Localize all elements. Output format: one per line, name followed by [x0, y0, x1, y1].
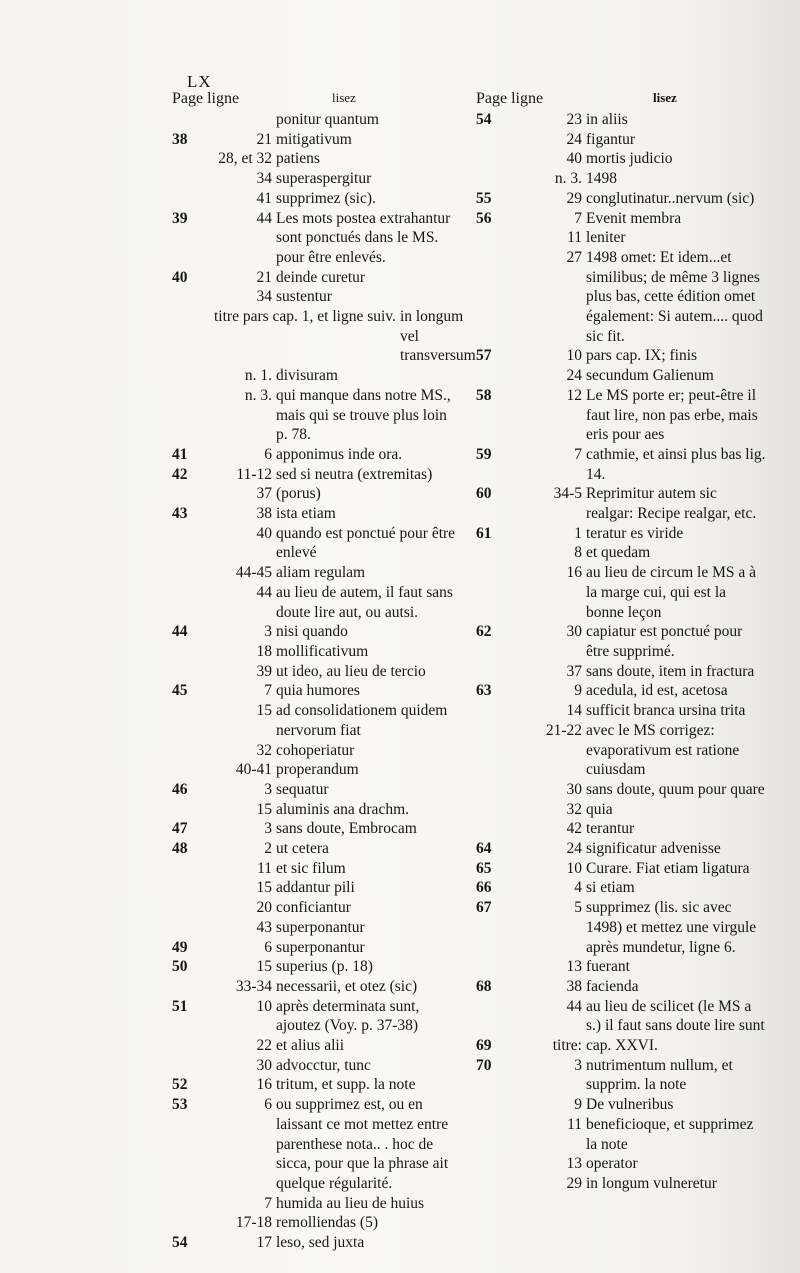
entry-line-number: 15: [256, 958, 272, 976]
entry-line-number: 9: [574, 1096, 582, 1114]
errata-entry: [476, 445, 766, 484]
entry-line-number: 24: [566, 130, 582, 148]
errata-entry: [172, 622, 457, 642]
errata-entry: [172, 1036, 457, 1056]
entry-correction-text: ut cetera: [276, 840, 329, 858]
errata-entry: [476, 859, 766, 879]
entry-page-number: 45: [172, 682, 188, 700]
entry-correction-text: mollificativum: [276, 642, 369, 660]
errata-entry: [476, 662, 766, 682]
entry-correction-text: cap. XXVI.: [586, 1037, 658, 1055]
entry-correction-text: leso, sed juxta: [276, 1234, 365, 1252]
entry-correction-text: addantur pili: [276, 879, 355, 897]
entry-correction-text: ad consolidationem quidem nervorum fiat: [276, 702, 448, 739]
entry-line-number: 33-34: [235, 977, 272, 995]
entry-line-number: 6: [264, 445, 272, 463]
entry-line-number: 44-45: [235, 564, 272, 582]
entry-line-number: 17: [256, 1234, 272, 1252]
header-page-line: Page ligne: [476, 90, 544, 107]
entry-page-number: 62: [476, 623, 492, 641]
entry-line-number: 29: [566, 1174, 582, 1192]
entry-page-number: 69: [476, 1037, 492, 1055]
errata-entry: [476, 524, 766, 544]
entry-correction-text: au lieu de autem, il faut sans doute lire aut, ou autsi.: [276, 583, 453, 621]
entry-line-number: 16: [256, 1076, 272, 1094]
entry-correction-text: au lieu de scilicet (le MS a s.) il faut sans doute lire sunt: [586, 997, 765, 1035]
entry-correction-text: conficiantur: [276, 899, 351, 917]
entry-line-number: 44: [256, 209, 272, 227]
entry-correction-text: 1498 omet: Et idem...et similibus; de même 3 lignes plus bas, cette édition omet également: Si autem.... quod sic fit.: [586, 248, 763, 345]
entry-correction-text: sequatur: [276, 780, 329, 798]
errata-entry: [172, 169, 457, 189]
entry-line-number: 37: [256, 485, 272, 503]
header-page-line: Page ligne: [172, 90, 240, 107]
entry-line-number: 42: [566, 820, 582, 838]
entry-line-number: 13: [566, 1155, 582, 1173]
errata-entry: [476, 721, 766, 780]
errata-entry: [172, 268, 457, 288]
entry-correction-text: et alius alii: [276, 1037, 345, 1055]
errata-entry: [476, 681, 766, 701]
entry-correction-text: conglutinatur..nervum (sic): [586, 189, 755, 207]
entry-page-number: 57: [476, 347, 492, 365]
entry-line-number: 10: [256, 997, 272, 1015]
entry-line-number: 32: [566, 800, 582, 818]
entry-line-number: 17-18: [235, 1214, 272, 1232]
errata-entry: [476, 563, 766, 622]
entry-correction-text: terantur: [586, 820, 635, 838]
header-read: lisez: [332, 90, 356, 105]
column-header: [172, 90, 457, 110]
errata-entry: [172, 997, 457, 1036]
entry-line-number: 9: [574, 682, 582, 700]
entry-line-number: 10: [566, 347, 582, 365]
errata-entry: [172, 445, 457, 465]
entry-line-number: 6: [264, 938, 272, 956]
entry-correction-text: De vulneribus: [586, 1096, 674, 1114]
entry-line-number: 40: [566, 150, 582, 168]
entry-line-number: 23: [566, 111, 582, 128]
entry-correction-text: mortis judicio: [586, 150, 673, 168]
entry-correction-text: in aliis: [586, 111, 628, 128]
entry-line-number: 34-5: [553, 485, 582, 503]
entry-line-number: 3: [264, 780, 272, 798]
page-number: LX: [187, 72, 212, 91]
entry-line-number: 11-12: [236, 465, 272, 483]
entry-line-number: 11: [567, 229, 582, 247]
entry-correction-text: properandum: [276, 761, 359, 779]
entry-line-number: titre pars cap. 1, et ligne suiv.: [214, 308, 396, 326]
entry-line-number: 14: [566, 702, 582, 720]
entry-correction-text: quando est ponctué pour être enlevé: [276, 524, 456, 562]
entry-line-number: 7: [264, 1194, 272, 1212]
errata-entry: [172, 1233, 457, 1253]
errata-entry: [172, 1075, 457, 1095]
errata-entry: [172, 819, 457, 839]
errata-entry: [172, 741, 457, 761]
errata-entry: [476, 839, 766, 859]
entries-left: [172, 110, 476, 1253]
errata-entry: [172, 1095, 457, 1194]
entry-line-number: 12: [566, 386, 582, 404]
entry-line-number: 18: [256, 642, 272, 660]
entry-correction-text: Curare. Fiat etiam ligatura: [586, 859, 750, 877]
errata-entry: [476, 1056, 766, 1095]
errata-entry: [172, 898, 457, 918]
errata-entry: [476, 149, 766, 169]
errata-column-right: [476, 90, 766, 1194]
entry-line-number: 32: [256, 741, 272, 759]
entry-line-number: 15: [256, 800, 272, 818]
entry-correction-text: 1498: [586, 170, 617, 188]
entry-page-number: 56: [476, 209, 492, 227]
entry-correction-text: sans doute, quum pour quare: [586, 780, 765, 798]
entry-correction-text: mitigativum: [276, 130, 352, 148]
errata-entry: [172, 386, 457, 445]
entry-correction-text: Evenit membra: [586, 209, 682, 227]
entry-correction-text: operator: [586, 1155, 638, 1173]
entry-correction-text: aliam regulam: [276, 564, 366, 582]
errata-entry: [172, 189, 457, 209]
entry-page-number: 48: [172, 840, 188, 858]
entry-correction-text: superponantur: [276, 938, 365, 956]
entry-correction-text: quia: [586, 800, 613, 818]
entry-correction-text: necessarii, et otez (sic): [276, 977, 418, 995]
entry-line-number: 38: [566, 977, 582, 995]
errata-entry: [476, 977, 766, 997]
errata-entry: [172, 839, 457, 859]
entry-correction-text: et sic filum: [276, 859, 346, 877]
errata-entry: [172, 780, 457, 800]
errata-entry: [172, 110, 457, 130]
entry-line-number: 1: [574, 524, 582, 542]
entry-line-number: 44: [566, 997, 582, 1015]
errata-entry: [172, 681, 457, 701]
entry-correction-text: remolliendas (5): [276, 1214, 379, 1232]
entry-correction-text: (porus): [276, 485, 321, 503]
entry-page-number: 59: [476, 445, 492, 463]
errata-entry: [476, 878, 766, 898]
errata-entry: [172, 859, 457, 879]
entry-line-number: 7: [574, 209, 582, 227]
entry-page-number: 68: [476, 977, 492, 995]
entry-correction-text: facienda: [586, 977, 639, 995]
entry-correction-text: Le MS porte er; peut-être il faut lire, non pas erbe, mais eris pour aes: [586, 386, 758, 444]
errata-entry: [172, 524, 457, 563]
entry-line-number: 15: [256, 879, 272, 897]
errata-entry: [172, 938, 457, 958]
entry-correction-text: deinde curetur: [276, 268, 366, 286]
entry-correction-text: capiatur est ponctué pour être supprimé.: [586, 623, 743, 660]
entry-page-number: 55: [476, 189, 492, 207]
entry-line-number: 16: [566, 564, 582, 582]
entry-correction-text: ut ideo, au lieu de tercio: [276, 662, 426, 680]
errata-entry: [476, 366, 766, 386]
entry-correction-text: au lieu de circum le MS a à la marge cui, qui est la bonne leçon: [586, 564, 757, 621]
entry-line-number: 20: [256, 899, 272, 917]
entry-correction-text: si etiam: [586, 879, 635, 897]
entry-page-number: 41: [172, 445, 188, 463]
errata-entry: [476, 1036, 766, 1056]
errata-entry: [476, 622, 766, 661]
entry-correction-text: apponimus inde ora.: [276, 445, 403, 463]
errata-entry: [172, 918, 457, 938]
errata-entry: [476, 1154, 766, 1174]
errata-entry: [476, 169, 766, 189]
errata-entry: [172, 209, 457, 268]
entry-correction-text: advocctur, tunc: [276, 1056, 371, 1074]
entry-page-number: 61: [476, 524, 492, 542]
errata-entry: [476, 997, 766, 1036]
entry-line-number: 43: [256, 918, 272, 936]
entry-line-number: 24: [566, 367, 582, 385]
entry-line-number: 44: [256, 583, 272, 601]
entry-page-number: 58: [476, 386, 492, 404]
errata-entry: [476, 189, 766, 209]
entry-correction-text: figantur: [586, 130, 636, 148]
entry-page-number: 66: [476, 879, 492, 897]
errata-entry: [172, 1194, 457, 1214]
errata-entry: [476, 957, 766, 977]
entry-line-number: 6: [264, 1096, 272, 1114]
entry-line-number: 11: [257, 859, 272, 877]
entry-page-number: 65: [476, 859, 492, 877]
entry-correction-text: ou supprimez est, ou en laissant ce mot mettez entre parenthese nota.. . hoc de sicca, pour que la phrase ait quelque régularité.: [276, 1096, 449, 1192]
entry-line-number: 28, et 32: [218, 150, 272, 168]
errata-entry: [172, 287, 457, 307]
entry-line-number: n. 3.: [554, 170, 582, 188]
errata-entry: [172, 583, 457, 622]
entry-line-number: 34: [256, 170, 272, 188]
errata-entry: [476, 1174, 766, 1194]
entry-line-number: 3: [264, 820, 272, 838]
entry-page-number: 42: [172, 465, 188, 483]
entry-correction-text: beneficioque, et supprimez la note: [586, 1115, 754, 1153]
errata-entry: [172, 1213, 457, 1233]
entry-line-number: 22: [256, 1037, 272, 1055]
entry-line-number: titre:: [552, 1037, 582, 1055]
errata-entry: [172, 484, 457, 504]
entry-line-number: 39: [256, 662, 272, 680]
errata-entry: [476, 130, 766, 150]
entry-correction-text: superaspergitur: [276, 170, 372, 188]
entries-right: [476, 110, 766, 1194]
entry-page-number: 40: [172, 268, 188, 286]
entry-correction-text: sed si neutra (extremitas): [276, 465, 433, 483]
entry-correction-text: humida au lieu de huius: [276, 1194, 425, 1212]
entry-correction-text: ponitur quantum: [276, 111, 379, 128]
entry-line-number: 30: [566, 780, 582, 798]
entry-page-number: 54: [172, 1234, 188, 1252]
entry-page-number: 60: [476, 485, 492, 503]
entry-correction-text: in longum vel transversum: [399, 308, 476, 365]
errata-entry: [476, 1095, 766, 1115]
entry-page-number: 50: [172, 958, 188, 976]
entry-page-number: 39: [172, 209, 188, 227]
entry-correction-text: acedula, id est, acetosa: [586, 682, 728, 700]
errata-entry: [476, 800, 766, 820]
entry-correction-text: superponantur: [276, 918, 365, 936]
entry-line-number: 29: [566, 189, 582, 207]
entry-line-number: 11: [567, 1115, 582, 1133]
header-read: lisez: [653, 90, 677, 105]
entry-line-number: 8: [574, 544, 582, 562]
entry-correction-text: supprimez (sic).: [276, 189, 376, 207]
column-header: [476, 90, 766, 110]
errata-entry: [476, 543, 766, 563]
entry-line-number: 40-41: [235, 761, 272, 779]
entry-correction-text: fuerant: [586, 958, 630, 976]
entry-line-number: 40: [256, 524, 272, 542]
errata-entry: [172, 878, 457, 898]
entry-correction-text: patiens: [276, 150, 320, 168]
errata-entry: [476, 346, 766, 366]
errata-entry: [172, 130, 457, 150]
errata-entry: [172, 307, 476, 366]
entry-correction-text: pars cap. IX; finis: [586, 347, 698, 365]
errata-entry: [172, 642, 457, 662]
entry-page-number: 67: [476, 899, 492, 917]
errata-entry: [172, 701, 457, 740]
entry-line-number: 37: [566, 662, 582, 680]
entry-line-number: 7: [574, 445, 582, 463]
errata-column-left: [172, 90, 476, 1253]
entry-correction-text: Les mots postea extrahantur sont ponctués dans le MS. pour être enlevés.: [276, 209, 451, 266]
entry-line-number: 3: [264, 623, 272, 641]
entry-correction-text: nutrimentum nullum, et supprim. la note: [586, 1056, 733, 1094]
entry-page-number: 52: [172, 1076, 188, 1094]
entry-correction-text: in longum vulneretur: [586, 1174, 717, 1192]
entry-correction-text: ista etiam: [276, 505, 336, 523]
errata-entry: [476, 898, 766, 957]
entry-page-number: 47: [172, 820, 188, 838]
entry-correction-text: sufficit branca ursina trita: [586, 702, 746, 720]
entry-line-number: 2: [264, 840, 272, 858]
errata-entry: [476, 819, 766, 839]
entry-correction-text: avec le MS corrigez: evaporativum est ratione cuiusdam: [586, 721, 740, 779]
entry-line-number: n. 1.: [244, 367, 272, 385]
errata-entry: [172, 977, 457, 997]
entry-line-number: n. 3.: [244, 386, 272, 404]
errata-entry: [172, 760, 457, 780]
entry-correction-text: sans doute, Embrocam: [276, 820, 417, 838]
entry-line-number: 24: [566, 840, 582, 858]
entry-line-number: 21: [256, 268, 272, 286]
entry-page-number: 54: [476, 111, 492, 128]
errata-entry: [172, 504, 457, 524]
entry-correction-text: après determinata sunt, ajoutez (Voy. p. 37-38): [276, 997, 420, 1035]
entry-page-number: 64: [476, 840, 492, 858]
entry-page-number: 38: [172, 130, 188, 148]
errata-entry: [172, 957, 457, 977]
entry-correction-text: sustentur: [276, 288, 332, 306]
entry-correction-text: superius (p. 18): [276, 958, 373, 976]
entry-page-number: 44: [172, 623, 188, 641]
entry-line-number: 3: [574, 1056, 582, 1074]
entry-correction-text: quia humores: [276, 682, 360, 700]
entry-page-number: 53: [172, 1096, 188, 1114]
errata-entry: [476, 1115, 766, 1154]
entry-correction-text: qui manque dans notre MS., mais qui se trouve plus loin p. 78.: [276, 386, 451, 444]
entry-correction-text: significatur advenisse: [586, 840, 721, 858]
entry-line-number: 13: [566, 958, 582, 976]
entry-correction-text: aluminis ana drachm.: [276, 800, 409, 818]
entry-line-number: 34: [256, 288, 272, 306]
errata-entry: [476, 386, 766, 445]
errata-entry: [172, 800, 457, 820]
entry-line-number: 41: [256, 189, 272, 207]
entry-line-number: 7: [264, 682, 272, 700]
entry-line-number: 30: [566, 623, 582, 641]
errata-entry: [476, 780, 766, 800]
entry-correction-text: Reprimitur autem sic realgar: Recipe realgar, etc.: [586, 485, 757, 523]
entry-page-number: 63: [476, 682, 492, 700]
entry-line-number: 21: [256, 130, 272, 148]
entry-line-number: 38: [256, 505, 272, 523]
entry-line-number: 21-22: [545, 721, 582, 739]
entry-correction-text: cathmie, et ainsi plus bas lig. 14.: [586, 445, 766, 483]
entry-correction-text: supprimez (lis. sic avec 1498) et mettez une virgule après mundetur, ligne 6.: [586, 899, 757, 956]
entry-line-number: 4: [574, 879, 582, 897]
entry-page-number: 43: [172, 505, 188, 523]
entry-page-number: 51: [172, 997, 188, 1015]
entry-correction-text: divisuram: [276, 367, 338, 385]
entry-correction-text: leniter: [586, 229, 626, 247]
entry-page-number: 49: [172, 938, 188, 956]
entry-line-number: 15: [256, 702, 272, 720]
errata-entry: [172, 1056, 457, 1076]
entry-correction-text: secundum Galienum: [586, 367, 714, 385]
errata-entry: [172, 563, 457, 583]
errata-entry: [172, 366, 457, 386]
errata-entry: [476, 484, 766, 523]
entry-line-number: 27: [566, 248, 582, 266]
errata-entry: [476, 209, 766, 229]
entry-correction-text: teratur es viride: [586, 524, 684, 542]
errata-entry: [476, 228, 766, 248]
errata-entry: [476, 701, 766, 721]
entry-page-number: 46: [172, 780, 188, 798]
errata-entry: [476, 248, 766, 347]
entry-line-number: 30: [256, 1056, 272, 1074]
errata-entry: [476, 110, 766, 130]
entry-page-number: 70: [476, 1056, 492, 1074]
entry-correction-text: sans doute, item in fractura: [586, 662, 755, 680]
errata-entry: [172, 149, 457, 169]
entry-correction-text: tritum, et supp. la note: [276, 1076, 416, 1094]
errata-entry: [172, 662, 457, 682]
entry-correction-text: cohoperiatur: [276, 741, 355, 759]
entry-correction-text: et quedam: [586, 544, 651, 562]
errata-entry: [172, 465, 457, 485]
entry-correction-text: nisi quando: [276, 623, 348, 641]
entry-line-number: 10: [566, 859, 582, 877]
entry-line-number: 5: [574, 899, 582, 917]
